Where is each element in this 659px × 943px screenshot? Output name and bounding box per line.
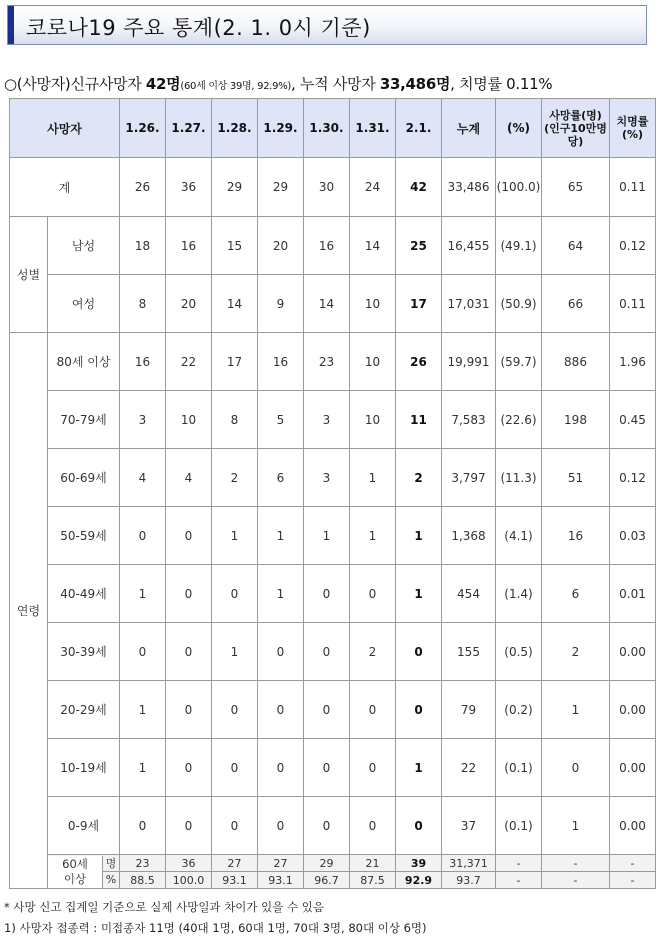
table-cell: (0.1)	[496, 739, 542, 797]
summary-new-count: 42명	[145, 75, 181, 93]
table-cell: 25	[396, 217, 442, 275]
table-cell: 27	[258, 855, 304, 872]
table-cell: 10	[350, 275, 396, 333]
summary-paren: (60세 이상 39명, 92.9%)	[180, 81, 292, 92]
table-cell: 886	[542, 333, 610, 391]
table-cell: (1.4)	[496, 565, 542, 623]
table-cell: 30	[304, 158, 350, 217]
table-cell: 65	[542, 158, 610, 217]
table-cell: (0.2)	[496, 681, 542, 739]
table-cell: 0	[212, 739, 258, 797]
header-cell-date: 1.27.	[166, 99, 212, 158]
table-cell: 22	[166, 333, 212, 391]
table-cell: 1	[350, 507, 396, 565]
table-cell: 0	[350, 739, 396, 797]
table-cell: 0	[212, 681, 258, 739]
table-cell: 36	[166, 158, 212, 217]
table-cell: 0	[166, 739, 212, 797]
table-cell: 64	[542, 217, 610, 275]
table-cell: 0	[258, 623, 304, 681]
table-cell: 0	[542, 739, 610, 797]
table-cell: 16	[166, 217, 212, 275]
table-cell: 27	[212, 855, 258, 872]
table-cell: 0.12	[610, 217, 656, 275]
over60-label: 60세 이상	[48, 856, 103, 888]
table-cell: 2	[396, 449, 442, 507]
row-label-age: 60-69세	[48, 449, 120, 507]
table-cell: 33,486	[442, 158, 496, 217]
table-cell: 26	[396, 333, 442, 391]
table-cell: (100.0)	[496, 158, 542, 217]
table-cell: 2	[350, 623, 396, 681]
row-label-age: 70-79세	[48, 391, 120, 449]
table-cell: 1.96	[610, 333, 656, 391]
table-cell: 93.1	[212, 872, 258, 889]
over60-count-unit: 명	[103, 856, 119, 873]
table-cell: 2	[542, 623, 610, 681]
table-row-age	[10, 739, 656, 797]
table-cell: 17,031	[442, 275, 496, 333]
summary-fatality: , 치명률 0.11%	[450, 75, 553, 93]
table-cell: 14	[350, 217, 396, 275]
table-cell: (50.9)	[496, 275, 542, 333]
table-cell: 16,455	[442, 217, 496, 275]
table-cell: 3	[304, 449, 350, 507]
table-cell: 0	[120, 507, 166, 565]
table-cell: 0.00	[610, 739, 656, 797]
table-cell: 0	[350, 681, 396, 739]
row-label-age: 50-59세	[48, 507, 120, 565]
row-label-sex: 남성	[48, 217, 120, 275]
table-cell: 0	[396, 623, 442, 681]
table-cell: 6	[542, 565, 610, 623]
table-cell: 1,368	[442, 507, 496, 565]
table-cell: 2	[212, 449, 258, 507]
header-cell-date: 1.31.	[350, 99, 396, 158]
table-row-age	[10, 623, 656, 681]
table-cell: 0	[350, 797, 396, 855]
table-cell: 16	[304, 217, 350, 275]
table-cell: 1	[212, 507, 258, 565]
table-cell: 1	[120, 681, 166, 739]
table-cell: 16	[120, 333, 166, 391]
table-cell: 29	[258, 158, 304, 217]
row-label-age: 20-29세	[48, 681, 120, 739]
death-statistics-table	[9, 98, 656, 889]
table-cell: 39	[396, 855, 442, 872]
table-cell: 23	[304, 333, 350, 391]
table-cell: 96.7	[304, 872, 350, 889]
table-cell: 0	[304, 739, 350, 797]
row-label-age: 80세 이상	[48, 333, 120, 391]
row-label-age: 40-49세	[48, 565, 120, 623]
over60-pct-unit: %	[105, 873, 117, 886]
table-cell: 0.11	[610, 158, 656, 217]
table-cell: 0.03	[610, 507, 656, 565]
table-cell: (4.1)	[496, 507, 542, 565]
footnote-star: * 사망 신고 집계일 기준으로 실제 사망일과 차이가 있을 수 있음	[4, 900, 325, 914]
table-cell: 1	[120, 565, 166, 623]
row-label-total: 계	[10, 158, 120, 217]
table-cell: 26	[120, 158, 166, 217]
table-cell: -	[496, 872, 542, 889]
table-row-age	[10, 797, 656, 855]
header-cell-date: 1.26.	[120, 99, 166, 158]
table-cell: 18	[120, 217, 166, 275]
table-cell: 1	[258, 507, 304, 565]
title-accent-bar	[8, 6, 14, 44]
table-cell: (0.5)	[496, 623, 542, 681]
table-cell: 51	[542, 449, 610, 507]
table-cell: 29	[304, 855, 350, 872]
table-cell: 93.7	[442, 872, 496, 889]
table-cell: 0	[258, 797, 304, 855]
table-cell: -	[542, 872, 610, 889]
table-cell: 3	[304, 391, 350, 449]
header-cell-percent: (%)	[496, 99, 542, 158]
table-cell: 1	[258, 565, 304, 623]
table-cell: -	[610, 872, 656, 889]
table-cell: 1	[396, 565, 442, 623]
table-cell: 87.5	[350, 872, 396, 889]
table-cell: 79	[442, 681, 496, 739]
table-cell: 0	[350, 565, 396, 623]
table-cell: 0	[396, 797, 442, 855]
table-cell: 0	[258, 739, 304, 797]
table-row-age	[10, 391, 656, 449]
table-cell: 0.00	[610, 623, 656, 681]
group-label-sex: 성별	[10, 217, 48, 333]
table-cell: (22.6)	[496, 391, 542, 449]
table-row-age	[10, 565, 656, 623]
table-cell: 0.12	[610, 449, 656, 507]
group-label-age: 연령	[10, 333, 48, 889]
footnote-vaccination: 1) 사망자 접종력 : 미접종자 11명 (40대 1명, 60대 1명, 70대 3명, 80대 이상 6명)	[4, 921, 427, 935]
table-cell: 42	[396, 158, 442, 217]
summary-prefix: ○(사망자)신규사망자	[4, 75, 146, 93]
table-cell: 1	[120, 739, 166, 797]
table-cell: 4	[166, 449, 212, 507]
table-cell: 0.00	[610, 681, 656, 739]
table-cell: -	[496, 855, 542, 872]
table-cell: 1	[396, 739, 442, 797]
row-label-age: 10-19세	[48, 739, 120, 797]
table-cell: 8	[120, 275, 166, 333]
table-cell: (11.3)	[496, 449, 542, 507]
table-cell: 0	[166, 681, 212, 739]
row-label-sex: 여성	[48, 275, 120, 333]
table-cell: 21	[350, 855, 396, 872]
row-label-over60	[48, 855, 120, 889]
table-cell: 1	[304, 507, 350, 565]
table-cell: 15	[212, 217, 258, 275]
table-cell: 0	[166, 565, 212, 623]
table-cell: 11	[396, 391, 442, 449]
table-cell: 66	[542, 275, 610, 333]
table-cell: 0.01	[610, 565, 656, 623]
table-row-total	[10, 158, 656, 217]
table-cell: 1	[396, 507, 442, 565]
table-cell: 0	[212, 565, 258, 623]
table-cell: 0	[304, 565, 350, 623]
table-cell: 17	[396, 275, 442, 333]
table-cell: 100.0	[166, 872, 212, 889]
table-cell: 0.11	[610, 275, 656, 333]
header-cell-date: 1.30.	[304, 99, 350, 158]
table-cell: (49.1)	[496, 217, 542, 275]
table-cell: 10	[166, 391, 212, 449]
row-label-age: 30-39세	[48, 623, 120, 681]
table-cell: (59.7)	[496, 333, 542, 391]
table-cell: 31,371	[442, 855, 496, 872]
summary-cumulative-label: , 누적 사망자	[291, 75, 380, 93]
table-cell: 0	[120, 623, 166, 681]
table-cell: 0	[212, 797, 258, 855]
table-cell: 14	[304, 275, 350, 333]
summary-line	[4, 73, 552, 94]
table-cell: 9	[258, 275, 304, 333]
table-row-sex	[10, 275, 656, 333]
table-cell: 92.9	[396, 872, 442, 889]
table-cell: 0	[304, 681, 350, 739]
table-cell: 10	[350, 333, 396, 391]
table-cell: 10	[350, 391, 396, 449]
table-cell: 4	[120, 449, 166, 507]
title-box	[7, 5, 647, 45]
table-cell: 0	[166, 623, 212, 681]
table-cell: -	[610, 855, 656, 872]
table-cell: 14	[212, 275, 258, 333]
table-cell: 454	[442, 565, 496, 623]
table-cell: 22	[442, 739, 496, 797]
table-cell: 3	[120, 391, 166, 449]
table-cell: 24	[350, 158, 396, 217]
summary-cumulative-count: 33,486명	[379, 75, 451, 93]
table-cell: 0	[304, 797, 350, 855]
table-cell: 93.1	[258, 872, 304, 889]
table-cell: 0	[166, 507, 212, 565]
table-cell: 0	[120, 797, 166, 855]
row-label-age: 0-9세	[48, 797, 120, 855]
table-cell: 155	[442, 623, 496, 681]
table-cell: 88.5	[120, 872, 166, 889]
table-cell: 0.00	[610, 797, 656, 855]
table-cell: 29	[212, 158, 258, 217]
header-cell-date: 2.1.	[396, 99, 442, 158]
table-row-sex	[10, 217, 656, 275]
page-title: 코로나19 주요 통계(2. 1. 0시 기준)	[26, 16, 371, 40]
header-cell-date: 1.29.	[258, 99, 304, 158]
table-row-age	[10, 449, 656, 507]
table-row-age	[10, 333, 656, 391]
table-row-age	[10, 507, 656, 565]
table-cell: -	[542, 855, 610, 872]
table-cell: 0	[258, 681, 304, 739]
table-cell: 1	[212, 623, 258, 681]
table-cell: 37	[442, 797, 496, 855]
table-cell: 36	[166, 855, 212, 872]
table-cell: 5	[258, 391, 304, 449]
table-cell: 7,583	[442, 391, 496, 449]
table-cell: 8	[212, 391, 258, 449]
table-cell: 20	[166, 275, 212, 333]
table-cell: 6	[258, 449, 304, 507]
table-cell: 1	[542, 681, 610, 739]
table-cell: 16	[258, 333, 304, 391]
table-row-age	[10, 681, 656, 739]
table-cell: 0	[396, 681, 442, 739]
table-cell: 0	[166, 797, 212, 855]
header-cell-fatality: 치명률 (%)	[610, 99, 656, 158]
header-cell-death-rate: 사망률(명) (인구10만명당)	[542, 99, 610, 158]
table-cell: 0	[304, 623, 350, 681]
header-cell-category: 사망자	[10, 99, 120, 158]
table-cell: 198	[542, 391, 610, 449]
table-cell: 19,991	[442, 333, 496, 391]
header-cell-cumulative: 누계	[442, 99, 496, 158]
table-cell: (0.1)	[496, 797, 542, 855]
table-row-over60-count	[10, 855, 656, 872]
table-cell: 1	[350, 449, 396, 507]
table-cell: 0.45	[610, 391, 656, 449]
table-cell: 23	[120, 855, 166, 872]
table-cell: 17	[212, 333, 258, 391]
table-cell: 1	[542, 797, 610, 855]
table-cell: 3,797	[442, 449, 496, 507]
header-cell-date: 1.28.	[212, 99, 258, 158]
table-cell: 20	[258, 217, 304, 275]
table-cell: 16	[542, 507, 610, 565]
